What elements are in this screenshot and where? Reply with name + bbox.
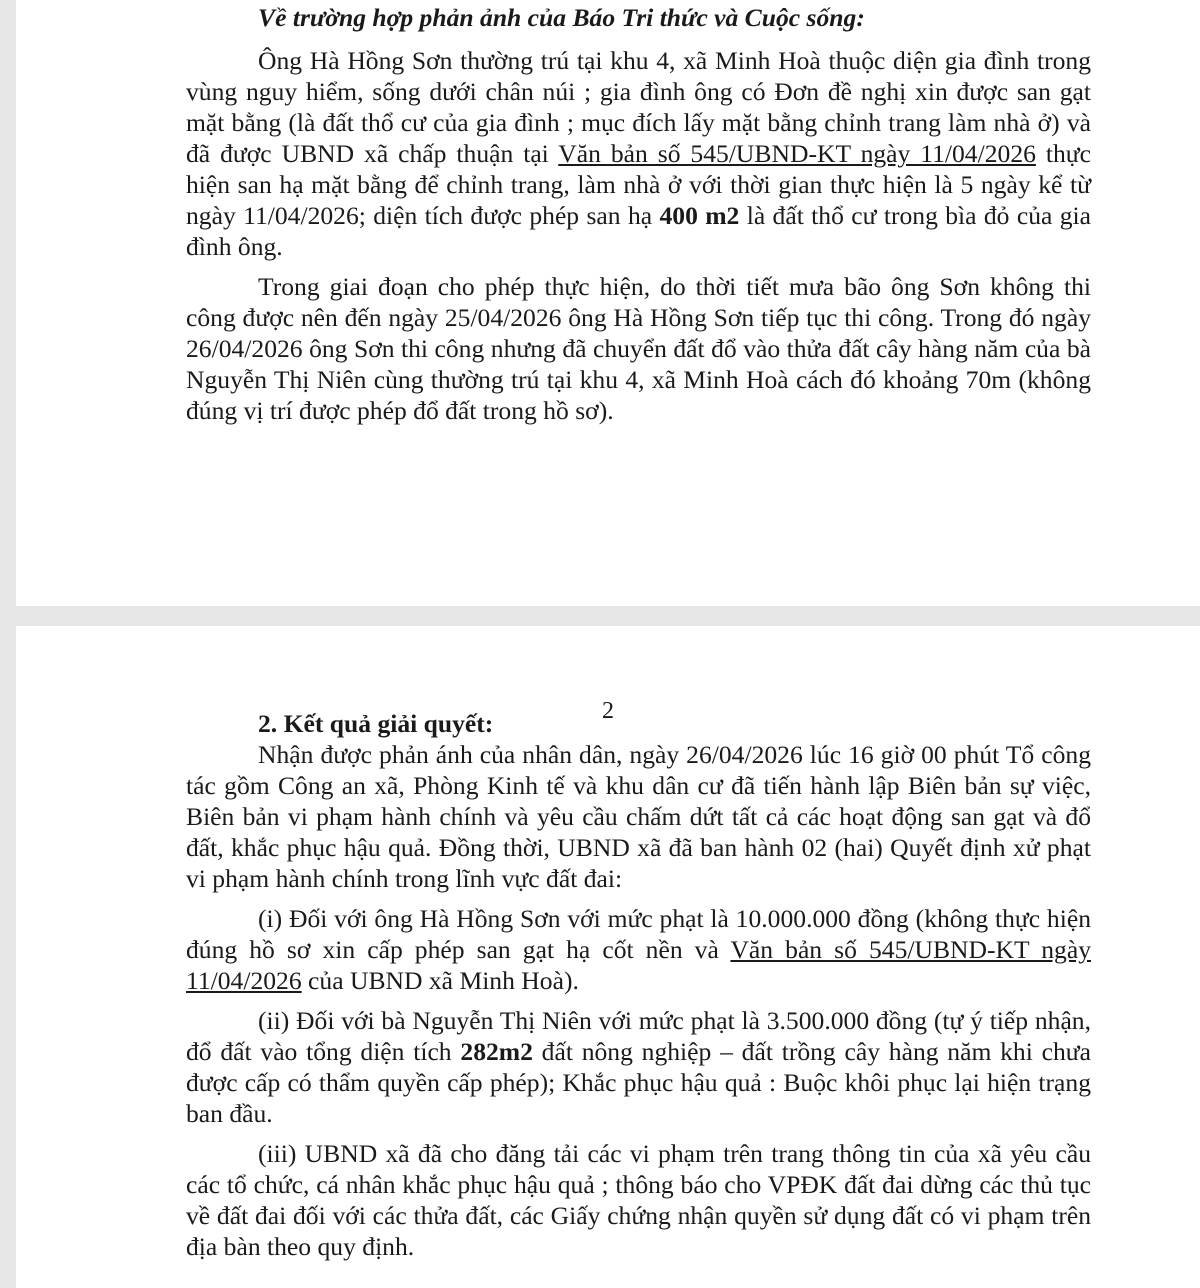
reflection-paragraph-2: Trong giai đoạn cho phép thực hiện, do thời tiết mưa bão ông Sơn không thi công được nên đến ngày 25/04/2026 ông Hà Hồng Sơn tiếp tục thi công. Trong đó ngày 26/04/2026 ông Sơn thi công nhưng đã chuyển đất đổ vào thửa đất cây hàng năm của bà Nguyễn Thị Niên cùng thường trú tại khu 4, xã Minh Hoà cách đó khoảng 70m (không đúng vị trí được phép đổ đất trong hồ sơ).: [186, 272, 1091, 425]
reflection-heading: Về trường hợp phản ảnh của Báo Tri thức và Cuộc sống:: [258, 3, 865, 32]
reflection-p1-text-a: Ông Hà Hồng Sơn thường trú tại khu 4, xã Minh Hoà thuộc diện gia đình trong vùng nguy hiểm, sống dưới chân núi ; gia đình ông có Đơn đề nghị xin được san gạt mặt bằng (là đất thổ cư của gia đình ; mục đích lấy mặt bằng chỉnh trang làm nhà ở) và đã được UBND xã chấp thuận tại: [186, 46, 1091, 168]
reflection-p1-area: 400 m2: [659, 201, 740, 230]
page-1-content: [186, 2, 1091, 435]
result-paragraph-1: Nhận được phản ánh của nhân dân, ngày 26/04/2026 lúc 16 giờ 00 phút Tổ công tác gồm Công an xã, Phòng Kinh tế và khu dân cư đã tiến hành lập Biên bản sự việc, Biên bản vi phạm hành chính và yêu cầu chấm dứt tất cả các hoạt động san gạt và đổ đất, khắc phục hậu quả. Đồng thời, UBND xã đã ban hành 02 (hai) Quyết định xử phạt vi phạm hành chính trong lĩnh vực đất đai:: [186, 740, 1091, 893]
result-item-2-area: 282m2: [460, 1037, 533, 1066]
result-heading: 2. Kết quả giải quyết:: [258, 709, 494, 738]
reflection-p1-text-b: thực hiện san hạ mặt bằng để chỉnh trang, làm nhà ở với thời gian thực hiện là 5 ngày kể từ ngày 11/04/2026; diện tích được phép san hạ: [186, 139, 1092, 230]
result-item-1: [186, 903, 1091, 996]
reflection-p1-text-c: là đất thổ cư trong bìa đỏ của gia đình ông.: [186, 201, 1091, 261]
result-item-1-text-a: (i) Đối với ông Hà Hồng Sơn với mức phạt là 10.000.000 đồng (không thực hiện đúng hồ sơ xin cấp phép san gạt hạ cốt nền và: [186, 904, 1091, 964]
result-item-1-text-b: của UBND xã Minh Hoà).: [301, 966, 579, 995]
result-item-2-text-b: đất nông nghiệp – đất trồng cây hàng năm khi chưa được cấp có thẩm quyền cấp phép); Khắc phục hậu quả : Buộc khôi phục lại hiện trạng ban đầu.: [186, 1037, 1091, 1128]
reflection-p1-document-reference: Văn bản số 545/UBND-KT ngày 11/04/2026: [558, 139, 1036, 168]
page-separator: [0, 606, 1200, 626]
result-item-2: [186, 1005, 1091, 1129]
document-page-1: [16, 0, 1200, 606]
result-item-3: (iii) UBND xã đã cho đăng tải các vi phạm trên trang thông tin của xã yêu cầu các tổ chức, cá nhân khắc phục hậu quả ; thông báo cho VPĐK đất đai dừng các thủ tục về đất đai đối với các thửa đất, các Giấy chứng nhận quyền sử dụng đất có vi phạm trên địa bàn theo quy định.: [186, 1139, 1091, 1261]
reflection-paragraph-1: [186, 45, 1091, 262]
result-item-1-document-reference: Văn bản số 545/UBND-KT ngày 11/04/2026: [186, 935, 1091, 995]
document-page-2: [16, 626, 1200, 1288]
page-number: 2: [602, 698, 614, 724]
page-2-content: [186, 708, 1091, 1271]
result-item-2-text-a: (ii) Đối với bà Nguyễn Thị Niên với mức phạt là 3.500.000 đồng (tự ý tiếp nhận, đổ đất vào tổng diện tích: [186, 1006, 1091, 1066]
viewer-background-left: [0, 0, 16, 1288]
